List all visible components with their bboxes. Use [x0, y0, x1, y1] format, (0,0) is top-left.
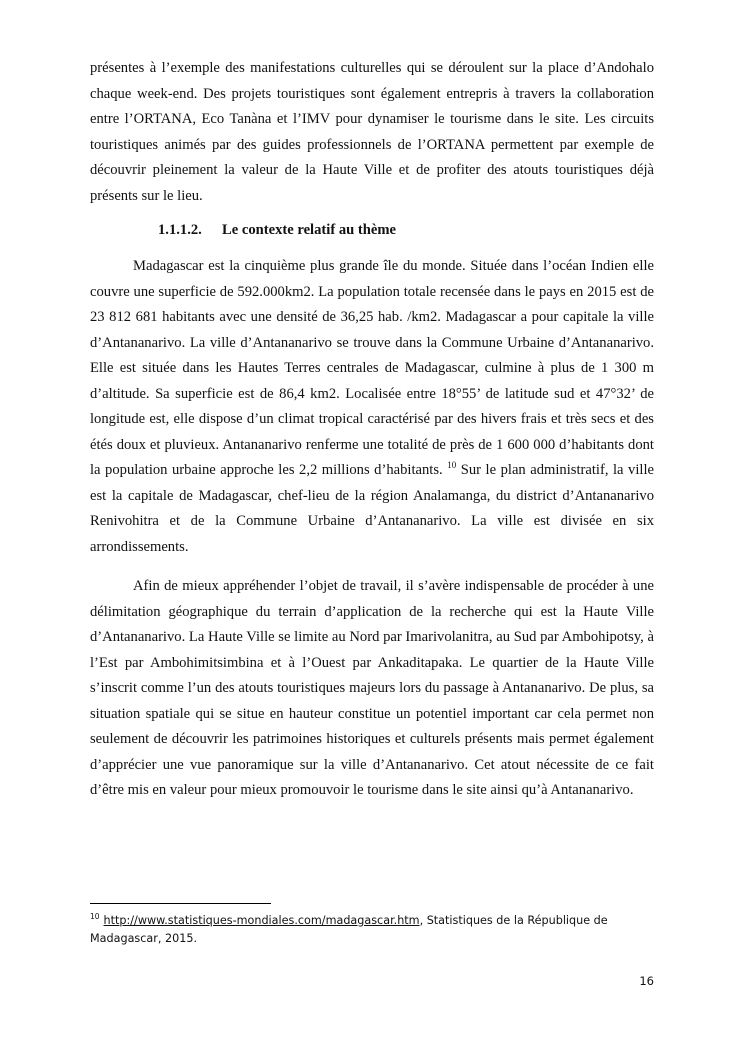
footnote	[90, 912, 654, 948]
paragraph-intro: présentes à l’exemple des manifestations culturelles qui se déroulent sur la place d’Andohalo chaque week-end. Des projets touristiques sont également entrepris à travers la collaboration entre l’ORTANA, Eco Tanàna et l’IMV pour dynamiser le tourisme dans le site. Les circuits touristiques animés par des guides professionnels de l’ORTANA permettent par exemple de découvrir pleinement la valeur de la Haute Ville et de profiter des atouts touristiques déjà présents sur le lieu.	[90, 60, 654, 204]
paragraph-context	[90, 254, 654, 560]
footnote-link[interactable]: http://www.statistiques-mondiales.com/madagascar.htm	[103, 914, 420, 927]
footnote-reference[interactable]: 10	[447, 460, 457, 471]
paragraph-delimitation: Afin de mieux appréhender l’objet de travail, il s’avère indispensable de procéder à une délimitation géographique du terrain d’application de la recherche qui est la Haute Ville d’Antananarivo. La Haute Ville se limite au Nord par Imarivolanitra, au Sud par Ambohipotsy, à l’Est par Ambohimitsimbina et à l’Ouest par Ankaditapaka. Le quartier de la Haute Ville s’inscrit comme l’un des atouts touristiques majeurs lors du passage à Antananarivo. De plus, sa situation spatiale qui se situe en hauteur constitue un potentiel important car cela permet non seulement de découvrir les patrimoines historiques et culturels présents mais permet également d’apprécier une vue panoramique sur la ville d’Antananarivo. Cet atout nécessite de ce fait d’être mis en valeur pour mieux promouvoir le tourisme dans le site ainsi qu’à Antananarivo.	[90, 578, 654, 798]
page-number: 16	[639, 974, 654, 988]
section-title: Le contexte relatif au thème	[222, 222, 396, 238]
section-heading	[158, 219, 654, 241]
paragraph-context-continued: Sur le plan administratif, la ville est la capitale de Madagascar, chef-lieu de la région Analamanga, du district d’Antananarivo Renivohitra et de la Commune Urbaine d’Antananarivo. La ville est divisée en six arrondissements.	[90, 462, 654, 555]
footnote-number: 10	[90, 912, 100, 922]
section-number: 1.1.1.2.	[158, 222, 202, 238]
page-body	[90, 56, 654, 804]
footnote-text: , Statistiques de la République de Madagascar, 2015.	[90, 914, 608, 945]
paragraph-context-text: Madagascar est la cinquième plus grande île du monde. Située dans l’océan Indien elle couvre une superficie de 592.000km2. La population totale recensée dans le pays en 2015 est de 23 812 681 habitants avec une densité de 36,25 hab. /km2. Madagascar a pour capitale la ville d’Antananarivo. La ville d’Antananarivo se trouve dans la Commune Urbaine d’Antananarivo. Elle est située dans les Hautes Terres centrales de Madagascar, culmine à plus de 1 300 m d’altitude. Sa superficie est de 86,4 km2. Localisée entre 18°55’ de latitude sud et 47°32’ de longitude est, elle dispose d’un climat tropical caractérisé par des hivers frais et très secs et des étés doux et pluvieux. Antananarivo renferme une totalité de près de 1 600 000 d’habitants dont la population urbaine approche les 2,2 millions d’habitants.	[90, 258, 654, 478]
footnote-separator	[90, 903, 271, 904]
